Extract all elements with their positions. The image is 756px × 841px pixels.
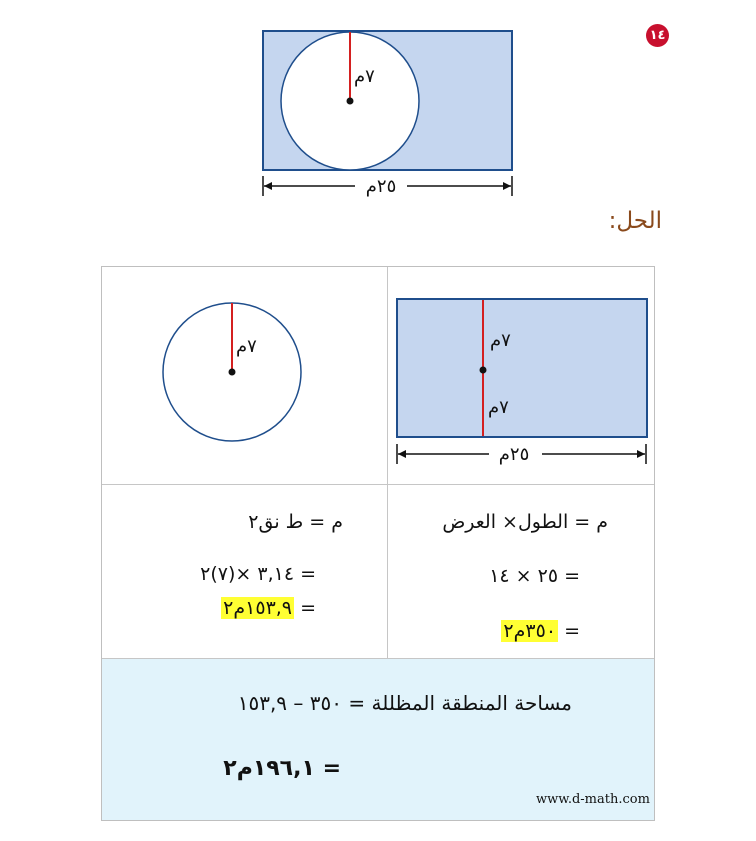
- center-dot: [347, 98, 354, 105]
- circle-figure: [158, 300, 308, 448]
- table-divider-h2: [102, 658, 654, 659]
- shaded-area-equation: مساحة المنطقة المظللة = ٣٥٠ – ١٥٣,٩: [237, 691, 572, 715]
- table-divider-v: [387, 267, 388, 658]
- radius-label: ٧م: [354, 66, 375, 87]
- problem-figure: [255, 26, 525, 206]
- problem-number-badge: ١٤: [646, 24, 669, 47]
- radius-label-bottom: ٧م: [488, 397, 509, 418]
- circle-center-dot: [229, 369, 236, 376]
- table-divider-h1: [102, 484, 654, 485]
- result-equals: =: [558, 620, 580, 642]
- radius-label: ٧م: [236, 336, 257, 357]
- arrowhead-left: [264, 182, 272, 190]
- circle-area-formula: م = ط نق٢: [248, 511, 343, 533]
- circle-area-step: = ٣,١٤ ×(٧)٢: [200, 563, 316, 585]
- website-link[interactable]: www.d-math.com: [536, 792, 650, 807]
- circle-area-result: [221, 597, 316, 619]
- arrowhead-left: [398, 450, 406, 458]
- result-equals: =: [294, 597, 316, 619]
- shaded-area-result: = ١٩٦,١م٢: [223, 756, 341, 781]
- radius-label-top: ٧م: [490, 330, 511, 351]
- arrowhead-right: [637, 450, 645, 458]
- rectangle-figure: [392, 294, 654, 474]
- rectangle: [397, 299, 647, 437]
- arrowhead-right: [503, 182, 511, 190]
- highlighted-result: ٣٥٠م٢: [503, 620, 557, 642]
- rectangle-area-formula: م = الطول× العرض: [442, 511, 608, 533]
- width-label: ٢٥م: [365, 176, 397, 197]
- solution-label: الحل:: [608, 208, 662, 234]
- width-label: ٢٥م: [498, 444, 530, 465]
- highlighted-result: ١٥٣,٩م٢: [223, 597, 293, 619]
- rectangle-area-result: [501, 620, 580, 642]
- rectangle-center-dot: [480, 367, 487, 374]
- rectangle-area-step: = ٢٥ × ١٤: [489, 565, 580, 587]
